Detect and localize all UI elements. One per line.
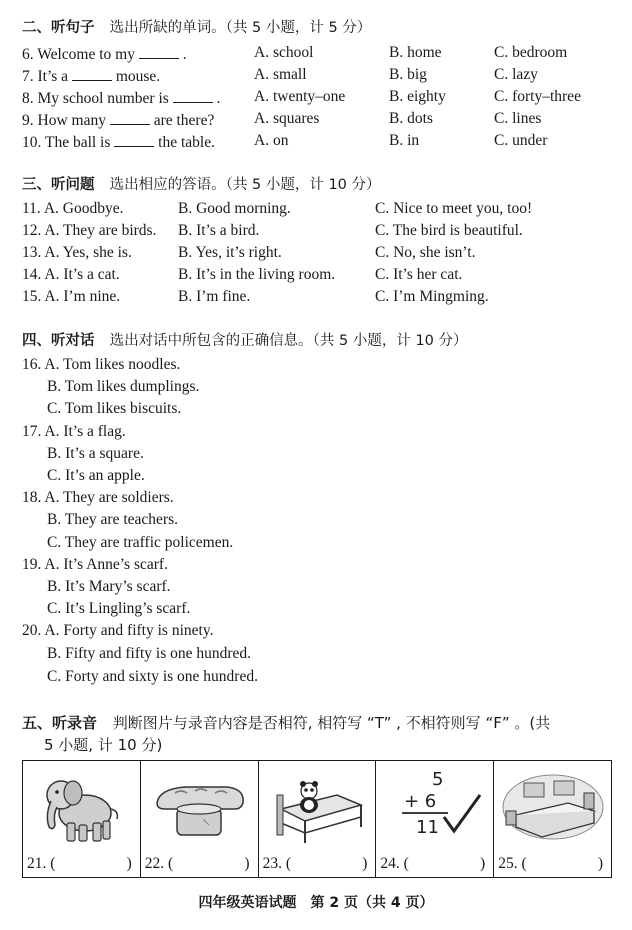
option-a: 17. A. It’s a flag. (22, 423, 126, 440)
section2-instruction: 选出所缺的单词。（共 5 小题，计 5 分） (109, 20, 372, 36)
option-b: B. They are teachers. (47, 511, 178, 528)
question-stem: 7. It’s a (22, 68, 69, 85)
item-number: 25. ( (498, 855, 527, 872)
option-b: B. dots (389, 110, 433, 127)
answer-close: ) (480, 855, 486, 872)
section5-header (22, 714, 550, 732)
option-b: B. It’s a square. (47, 445, 144, 462)
option-c: C. No, she isn’t. (375, 244, 476, 261)
option-a: 14. A. It’s a cat. (22, 266, 120, 283)
option-a: A. small (254, 66, 307, 83)
option-b: B. Tom likes dumplings. (47, 378, 200, 395)
bread-icon (145, 765, 255, 847)
question-stem-end: the table. (158, 134, 215, 151)
option-c: C. It’s Lingling’s scarf. (47, 600, 191, 617)
section4-header (22, 332, 468, 350)
answer-blank (114, 132, 154, 147)
page-footer: 四年级英语试题 第 2 页（共 4 页） (198, 895, 434, 911)
option-a: A. twenty–one (254, 88, 346, 105)
option-c: C. lazy (494, 66, 538, 83)
option-c: C. I’m Mingming. (375, 288, 489, 305)
option-c: C. Forty and sixty is one hundred. (47, 668, 258, 685)
question-stem-end: . (182, 46, 187, 63)
option-b: B. big (389, 66, 427, 83)
question-stem-end: are there? (153, 112, 215, 129)
question-stem: 9. How many (22, 112, 106, 129)
question-stem-end: mouse. (115, 68, 161, 85)
picture-cell-24 (376, 761, 494, 877)
option-b: B. It’s a bird. (178, 222, 260, 239)
option-c: C. under (494, 132, 548, 149)
option-b: B. I’m fine. (178, 288, 251, 305)
picture-cell-21 (23, 761, 141, 877)
section3-instruction: 选出相应的答语。（共 5 小题，计 10 分） (109, 177, 381, 193)
answer-blank (173, 88, 213, 103)
section4-instruction: 选出对话中所包含的正确信息。（共 5 小题，计 10 分） (109, 333, 468, 349)
math-result: 11 (416, 817, 440, 838)
picture-cell-23 (259, 761, 377, 877)
option-a: 12. A. They are birds. (22, 222, 157, 239)
math-addend: + 6 (404, 791, 437, 812)
item-number: 21. ( (27, 855, 56, 872)
option-a: 13. A. Yes, she is. (22, 244, 132, 261)
question-stem-end: . (216, 90, 221, 107)
section3-title: 三、听问题 (22, 177, 95, 193)
answer-blank (139, 44, 179, 59)
elephant-icon (27, 765, 137, 847)
answer-close: ) (362, 855, 368, 872)
option-c: C. bedroom (494, 44, 568, 61)
math-sum-icon (380, 765, 490, 847)
option-c: C. It’s her cat. (375, 266, 463, 283)
option-a: 16. A. Tom likes noodles. (22, 356, 181, 373)
picture-cell-22 (141, 761, 259, 877)
option-a: 15. A. I’m nine. (22, 288, 121, 305)
option-a: A. squares (254, 110, 320, 127)
answer-close: ) (244, 855, 250, 872)
option-a: 19. A. It’s Anne’s scarf. (22, 556, 168, 573)
option-b: B. Fifty and fifty is one hundred. (47, 645, 252, 662)
option-c: C. They are traffic policemen. (47, 534, 234, 551)
math-top-number: 5 (432, 769, 444, 790)
section3-header (22, 176, 381, 194)
option-c: C. Nice to meet you, too! (375, 200, 533, 217)
question-stem: 8. My school number is (22, 90, 169, 107)
option-a: 11. A. Goodbye. (22, 200, 124, 217)
item-number: 24. ( (380, 855, 409, 872)
option-c: C. lines (494, 110, 542, 127)
option-b: B. Good morning. (178, 200, 291, 217)
option-b: B. It’s Mary’s scarf. (47, 578, 171, 595)
section5-title: 五、听录音 (22, 714, 98, 732)
panda-on-bed-icon (263, 765, 373, 847)
option-b: B. in (389, 132, 420, 149)
answer-blank (110, 110, 150, 125)
section5-instruction-cont: 5 小题, 计 10 分) (44, 736, 163, 754)
option-c: C. forty–three (494, 88, 581, 105)
option-a: A. on (254, 132, 289, 149)
section4-title: 四、听对话 (22, 333, 95, 349)
picture-table (22, 760, 612, 878)
item-number: 23. ( (262, 855, 292, 872)
item-number: 22. ( (144, 855, 174, 872)
question-stem: 6. Welcome to my (22, 46, 135, 63)
option-a: A. school (254, 44, 314, 61)
section2-header (22, 19, 371, 37)
option-b: B. eighty (389, 88, 446, 105)
question-stem: 10. The ball is (22, 134, 111, 151)
section5-instruction: 判断图片与录音内容是否相符, 相符写 “T” , 不相符则写 “F” 。(共 (112, 714, 551, 732)
answer-close: ) (597, 855, 603, 872)
option-c: C. Tom likes biscuits. (47, 400, 182, 417)
option-c: C. The bird is beautiful. (375, 222, 523, 239)
option-b: B. home (389, 44, 442, 61)
option-b: B. It’s in the living room. (178, 266, 336, 283)
section2-title: 二、听句子 (22, 20, 95, 36)
living-room-icon (498, 765, 608, 847)
picture-cell-25 (494, 761, 611, 877)
option-a: 20. A. Forty and fifty is ninety. (22, 622, 214, 639)
answer-close: ) (126, 855, 132, 872)
option-a: 18. A. They are soldiers. (22, 489, 174, 506)
option-c: C. It’s an apple. (47, 467, 145, 484)
answer-blank (72, 66, 112, 81)
option-b: B. Yes, it’s right. (178, 244, 282, 261)
